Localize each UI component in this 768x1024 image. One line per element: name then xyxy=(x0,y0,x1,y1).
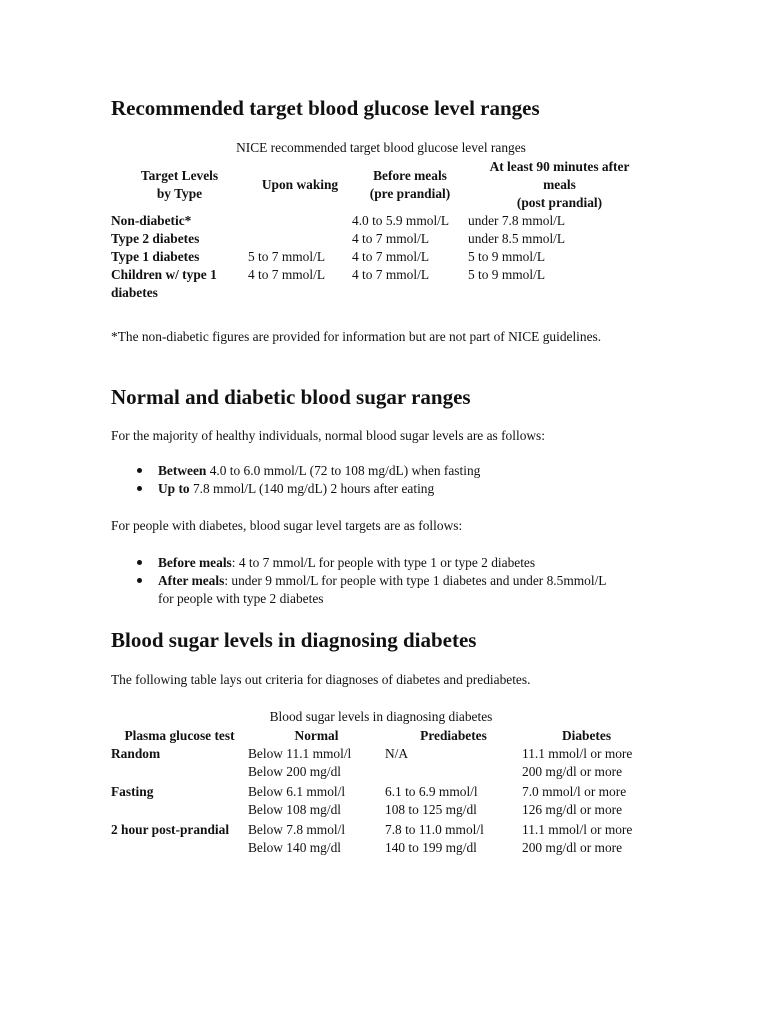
table-row: Type 1 diabetes 5 to 7 mmol/L 4 to 7 mmol/L 5 to 9 mmol/L xyxy=(111,249,545,264)
table-row: Fasting Below 6.1 mmol/l Below 108 mg/dl 6.1 to 6.9 mmol/l 108 to 125 mg/dl 7.0 mmol/l or more 126 mg/dl or more xyxy=(111,784,627,817)
diagnosis-table xyxy=(111,727,651,857)
header-diabetes: Diabetes xyxy=(561,728,612,743)
header-normal: Normal xyxy=(294,728,339,743)
paragraph-healthy-intro: For the majority of healthy individuals, normal blood sugar levels are as follows: xyxy=(111,428,545,443)
paragraph-diabetes-intro: For people with diabetes, blood sugar level targets are as follows: xyxy=(111,518,463,533)
header-plasma-test: Plasma glucose test xyxy=(124,728,235,743)
section-heading-normal-diabetic: Normal and diabetic blood sugar ranges xyxy=(111,385,471,409)
list-item: Between 4.0 to 6.0 mmol/L (72 to 108 mg/dL) when fasting xyxy=(111,462,651,480)
paragraph-diagnosis-intro: The following table lays out criteria for diagnoses of diabetes and prediabetes. xyxy=(111,672,531,687)
table-row: Children w/ type 1 diabetes 4 to 7 mmol/L 4 to 7 mmol/L 5 to 9 mmol/L xyxy=(111,267,545,300)
list-item: Up to 7.8 mmol/L (140 mg/dL) 2 hours after eating xyxy=(111,480,651,498)
header-after-meals: At least 90 minutes after meals (post prandial) xyxy=(489,159,630,210)
header-target-levels: Target Levels by Type xyxy=(140,168,219,201)
nice-target-table xyxy=(111,158,651,302)
table-caption-nice: NICE recommended target blood glucose level ranges xyxy=(236,140,526,155)
list-item: After meals: under 9 mmol/L for people with type 1 diabetes and under 8.5mmol/L for people with type 2 diabetes xyxy=(111,572,621,608)
footnote: *The non-diabetic figures are provided for information but are not part of NICE guidelines. xyxy=(111,329,602,344)
table-row: Type 2 diabetes 4 to 7 mmol/L under 8.5 mmol/L xyxy=(111,231,566,246)
table-row: 2 hour post-prandial Below 7.8 mmol/l Below 140 mg/dl 7.8 to 11.0 mmol/l 140 to 199 mg/dl 11.1 mmol/l or more 200 mg/dl or more xyxy=(111,822,633,855)
list-item: Before meals: 4 to 7 mmol/L for people with type 1 or type 2 diabetes xyxy=(111,554,621,572)
header-prediabetes: Prediabetes xyxy=(420,728,487,743)
table-row: Random Below 11.1 mmol/l Below 200 mg/dl N/A 11.1 mmol/l or more 200 mg/dl or more xyxy=(111,746,633,779)
header-upon-waking: Upon waking xyxy=(261,177,339,192)
table-caption-diagnosing: Blood sugar levels in diagnosing diabetes xyxy=(269,709,493,724)
list-diabetes-targets xyxy=(111,554,621,608)
table-row: Non-diabetic* 4.0 to 5.9 mmol/L under 7.8 mmol/L xyxy=(111,213,566,228)
list-healthy-levels xyxy=(111,462,651,498)
header-before-meals: Before meals (pre prandial) xyxy=(369,168,451,201)
section-heading-diagnosing: Blood sugar levels in diagnosing diabetes xyxy=(111,628,477,652)
section-heading-target-ranges: Recommended target blood glucose level ranges xyxy=(111,96,540,120)
